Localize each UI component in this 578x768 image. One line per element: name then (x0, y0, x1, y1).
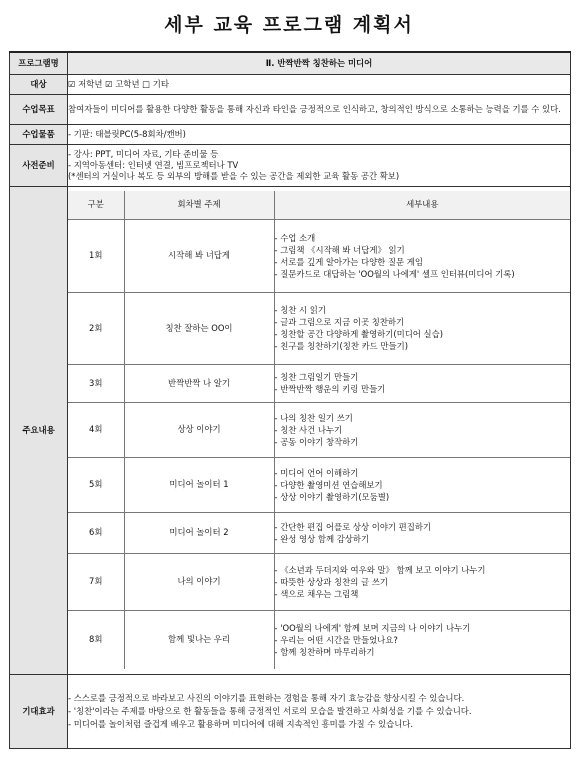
prep-item: - 지역아동센터: 인터넷 연결, 빔프로젝터나 TV (68, 160, 570, 171)
prep-note: (*센터의 거실이나 복도 등 외부의 방해를 받을 수 있는 공간을 제외한 교육 활동 공간 확보) (68, 170, 400, 181)
prep-value (68, 144, 571, 186)
session-topic: 함께 빛나는 우리 (124, 610, 274, 669)
list-item: - 함께 칭찬하며 마무리하기 (275, 646, 571, 658)
effect-value (68, 674, 571, 748)
session-no: 2회 (68, 292, 124, 364)
target-value: ☑ 저학년 ☑ 고학년 □ 기타 (68, 74, 571, 94)
session-no: 3회 (68, 364, 124, 402)
content-cell (68, 186, 571, 674)
list-item: - 칭찬 그림일기 만들기 (275, 371, 571, 383)
table-row (68, 292, 570, 364)
list-item: - 'OO월의 나에게' 함께 보며 지금의 나 이야기 나누기 (275, 622, 571, 634)
list-item: - 간단한 편집 어플로 상상 이야기 편집하기 (275, 521, 571, 533)
list-item: - 그림책 《시작해 봐 너답게》 읽기 (275, 244, 571, 256)
table-row (68, 364, 570, 402)
session-no: 1회 (68, 219, 124, 292)
list-item: - 상상 이야기 촬영하기(모둠별) (275, 491, 571, 503)
list-item: - 공동 이야기 창작하기 (275, 436, 571, 448)
content-label: 주요내용 (10, 186, 68, 674)
header-session: 구분 (68, 191, 124, 219)
effect-item: - 스스로를 긍정적으로 바라보고 사진의 이야기를 표현하는 경험을 통해 자기 효능감을 향상시킬 수 있습니다. (68, 692, 570, 705)
effect-label: 기대효과 (10, 674, 68, 748)
session-no: 7회 (68, 553, 124, 610)
table-row (68, 219, 570, 292)
list-item: - 친구를 칭찬하기(칭찬 카드 만들기) (275, 340, 571, 352)
prep-label: 사전준비 (10, 144, 68, 186)
session-topic: 미디어 놀이터 2 (124, 512, 274, 553)
session-details (274, 457, 570, 512)
program-name-label: 프로그램명 (10, 52, 68, 74)
list-item: - 반짝반짝 행운의 키링 만들기 (275, 383, 571, 395)
table-row (68, 457, 570, 512)
table-row (68, 553, 570, 610)
session-topic: 상상 이야기 (124, 402, 274, 457)
table-row (68, 402, 570, 457)
session-details (274, 610, 570, 669)
target-label: 대상 (10, 74, 68, 94)
list-item: - 따뜻한 상상과 칭찬의 글 쓰기 (275, 576, 571, 588)
list-item: - 서로를 깊게 알아가는 다양한 질문 게임 (275, 256, 571, 268)
session-details (274, 553, 570, 610)
list-item: - 수업 소개 (275, 232, 571, 244)
materials-value: - 기판: 태블릿PC(5-8회차/캔버) (68, 124, 571, 144)
session-details (274, 292, 570, 364)
goal-label: 수업목표 (10, 94, 68, 124)
session-no: 4회 (68, 402, 124, 457)
session-topic: 나의 이야기 (124, 553, 274, 610)
list-item: - 질문카드로 대답하는 'OO월의 나에게' 셀프 인터뷰(미디어 기록) (275, 268, 571, 280)
table-row (68, 512, 570, 553)
session-details (274, 364, 570, 402)
session-details (274, 402, 570, 457)
program-name-value: Ⅱ. 반짝반짝 칭찬하는 미디어 (68, 52, 571, 74)
session-no: 5회 (68, 457, 124, 512)
session-table (68, 191, 570, 669)
session-topic: 반짝반짝 나 알기 (124, 364, 274, 402)
list-item: - 색으로 채우는 그림책 (275, 588, 571, 600)
session-no: 6회 (68, 512, 124, 553)
session-details (274, 219, 570, 292)
header-details: 세부내용 (274, 191, 570, 219)
session-topic: 칭찬 잘하는 OO이 (124, 292, 274, 364)
materials-label: 수업물품 (10, 124, 68, 144)
session-no: 8회 (68, 610, 124, 669)
list-item: - 칭찬 시 읽기 (275, 304, 571, 316)
prep-item: - 강사: PPT, 미디어 자료, 기타 준비물 등 (68, 149, 570, 160)
list-item: - 우리는 어떤 시간을 만들었나요? (275, 634, 571, 646)
goal-value: 참여자들이 미디어를 활용한 다양한 활동을 통해 자신과 타인을 긍정적으로 인식하고, 창의적인 방식으로 소통하는 능력을 기를 수 있다. (68, 94, 571, 124)
header-topic: 회차별 주제 (124, 191, 274, 219)
list-item: - 《소년과 두더지와 여우와 말》 함께 보고 이야기 나누기 (275, 564, 571, 576)
document-title: 세부 교육 프로그램 계획서 (164, 14, 414, 36)
list-item: - 미디어 언어 이해하기 (275, 467, 571, 479)
list-item: - 칭찬 사건 나누기 (275, 424, 571, 436)
effect-item: - '칭찬'이라는 주제를 바탕으로 한 활동들을 통해 긍정적인 서로의 모습을 발견하고 사회성을 기를 수 있습니다. (68, 705, 570, 718)
list-item: - 칭찬할 공간 다양하게 촬영하기(미디어 실습) (275, 328, 571, 340)
list-item: - 나의 칭찬 일기 쓰기 (275, 412, 571, 424)
effect-item: - 미디어를 놀이처럼 즐겁게 배우고 활용하며 미디어에 대해 지속적인 흥미를 가질 수 있습니다. (68, 718, 570, 731)
session-details (274, 512, 570, 553)
list-item: - 완성 영상 함께 감상하기 (275, 533, 571, 545)
session-topic: 시작해 봐 너답게 (124, 219, 274, 292)
plan-table (9, 51, 571, 749)
table-row (68, 610, 570, 669)
list-item: - 글과 그림으로 지금 이곳 칭찬하기 (275, 316, 571, 328)
session-topic: 미디어 놀이터 1 (124, 457, 274, 512)
list-item: - 다양한 촬영미션 연습해보기 (275, 479, 571, 491)
